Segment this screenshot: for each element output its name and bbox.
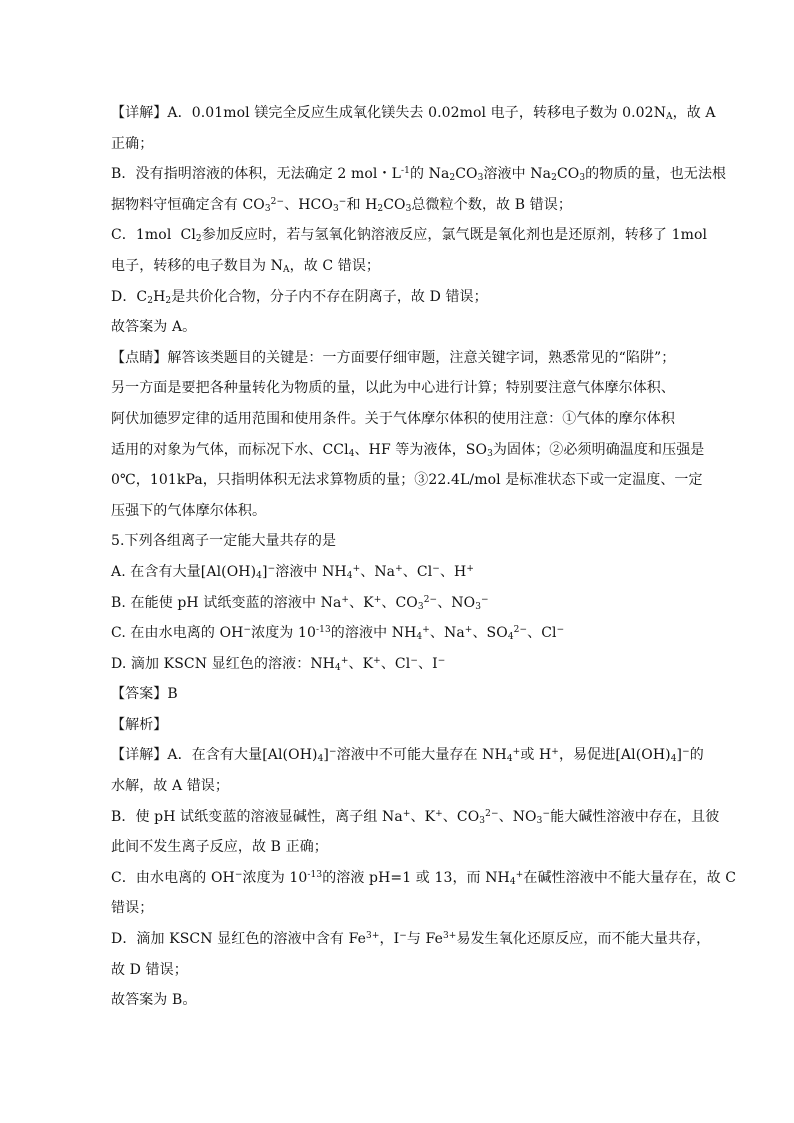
text-line: D. 滴加 KSCN 显红色的溶液：$NH_4^+$、K+、Cl−、I− xyxy=(111,655,446,673)
text-line: 正确； xyxy=(111,135,154,152)
text-line: 据物料守恒确定含有 $CO_3^{2-}$、$HCO_3^-$和 $H_2CO_3$总微粒个数，故 B 错误； xyxy=(111,196,572,214)
text-line: B．没有指明溶液的体积，无法确定 2 mol・$L^{-1}$的 $Na_2CO_3$溶液中 $Na_2CO_3$的物质的量，也无法根 xyxy=(111,166,727,184)
text-line: 0℃，101kPa，只指明体积无法求算物质的量；③22.4L/mol 是标准状态下或一定温度、一定 xyxy=(111,472,703,489)
text-line: C. 在由水电离的 OH−浓度为 $10^{-13}$的溶液中 $NH_4^+$、Na+、$SO_4^{2-}$、Cl− xyxy=(111,625,565,643)
text-line: 【解析】 xyxy=(111,716,168,733)
text-line: 另一方面是要把各种量转化为物质的量，以此为中心进行计算；特别要注意气体摩尔体积、 xyxy=(111,380,675,397)
text-line: 错误； xyxy=(111,900,154,917)
text-line: A. 在含有大量$[Al(OH)_4]^-$溶液中 $NH_4^+$、Na+、Cl−、H+ xyxy=(111,563,475,581)
text-line: 故答案为 A。 xyxy=(111,319,197,336)
text-line: C．由水电离的 OH−浓度为 $10^{-13}$的溶液 pH=1 或 13，而 $NH_4^+$在碱性溶液中不能大量存在，故 C xyxy=(111,869,737,887)
text-line: 水解，故 A 错误； xyxy=(111,778,230,795)
text-line: 阿伏加德罗定律的适用范围和使用条件。关于气体摩尔体积的使用注意：①气体的摩尔体积 xyxy=(111,410,675,427)
text-line: 适用的对象为气体，而标况下水、CCl$_4$、HF 等为液体，$SO_3$为固体；②必须明确温度和压强是 xyxy=(111,441,705,459)
text-line: B．使 pH 试纸变蓝的溶液显碱性，离子组 Na+、K+、$CO_3^{2-}$、$NO_3^-$能大碱性溶液中存在，且彼 xyxy=(111,808,720,826)
text-line: 压强下的气体摩尔体积。 xyxy=(111,502,267,519)
text-line: 【详解】A．0.01mol 镁完全反应生成氧化镁失去 0.02mol 电子，转移电子数为 $0.02N_A$，故 A xyxy=(111,105,716,122)
text-line: 故 D 错误； xyxy=(111,961,188,978)
text-line: 电子，转移的电子数目为 $N_A$，故 C 错误； xyxy=(111,257,381,275)
text-line: 故答案为 B。 xyxy=(111,992,197,1009)
text-line: 5.下列各组离子一定能大量共存的是 xyxy=(111,533,337,550)
text-line: 此间不发生离子反应，故 B 正确； xyxy=(111,839,328,856)
text-line: B. 在能使 pH 试纸变蓝的溶液中 Na+、K+、$CO_3^{2-}$、$NO_3^-$ xyxy=(111,594,489,612)
text-line: D．$C_2H_2$是共价化合物，分子内不存在阴离子，故 D 错误； xyxy=(111,288,488,306)
text-line: 【详解】A．在含有大量$[Al(OH)_4]^-$溶液中不可能大量存在 $NH_4^+$或 H+，易促进$[Al(OH)_4]^-$的 xyxy=(111,747,704,765)
text-line: 【点睛】解答该类题目的关键是：一方面要仔细审题，注意关键字词，熟悉常见的“陷阱”； xyxy=(111,349,676,366)
document-page xyxy=(111,98,737,1016)
text-line: 【答案】B xyxy=(111,686,178,703)
text-line: C．1mol $Cl_2$参加反应时，若与氢氧化钠溶液反应，氯气既是氧化剂也是还原剂，转移了 1mol xyxy=(111,227,708,245)
text-line: D．滴加 KSCN 显红色的溶液中含有 $Fe^{3+}$，I−与 $Fe^{3+}$易发生氧化还原反应，而不能大量共存， xyxy=(111,931,711,948)
